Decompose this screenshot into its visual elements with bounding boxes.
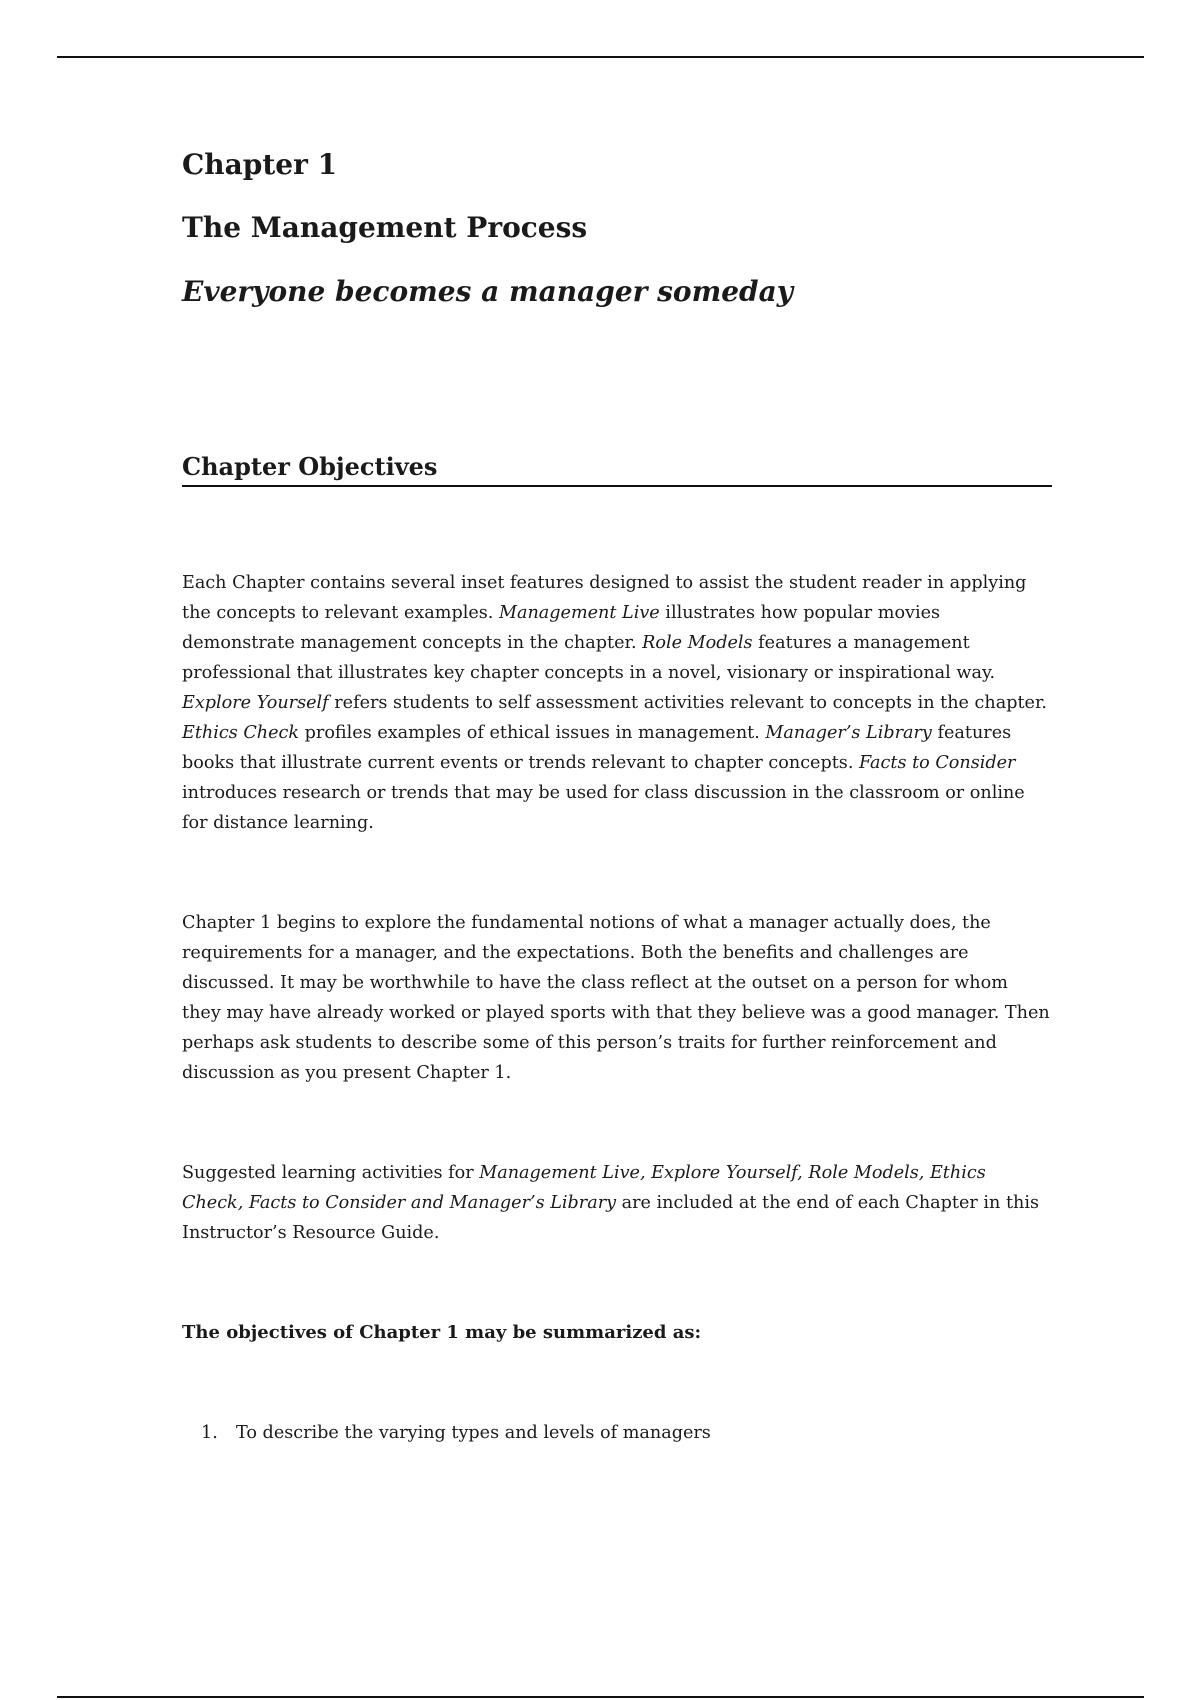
- text-run: refers students to self assessment activities relevant to concepts in the chapter.: [328, 693, 1048, 713]
- paragraph-inset-features: [182, 568, 1052, 838]
- feature-name-italic: Facts to Consider: [859, 753, 1016, 773]
- feature-name-italic: Manager’s Library: [765, 723, 932, 743]
- feature-name-italic: Explore Yourself: [182, 693, 329, 713]
- paragraph-chapter-intro: [182, 908, 1052, 1088]
- text-run: features books that illustrate current events or trends relevant to chapter concepts.: [182, 723, 1012, 773]
- chapter-title: The Management Process: [182, 211, 588, 244]
- text-run: are included at the end of each Chapter in this Instructor’s Resource Guide.: [182, 1193, 1040, 1243]
- text-run: illustrates how popular movies demonstrate management concepts in the chapter.: [182, 603, 941, 653]
- text-run: Suggested learning activities for: [182, 1163, 480, 1183]
- chapter-number: Chapter 1: [182, 148, 338, 181]
- objective-number: 1.: [201, 1423, 218, 1443]
- objectives-lead: The objectives of Chapter 1 may be summarized as:: [182, 1322, 702, 1343]
- feature-name-italic: Ethics Check: [182, 723, 300, 743]
- text-run: Each Chapter contains several inset features designed to assist the student reader in applying the concepts to relevant examples.: [182, 573, 1027, 623]
- section-heading-objectives: [182, 449, 1052, 487]
- feature-name-italic: Management Live, Explore Yourself, Role Models, Ethics Check, Facts to Consider and Manager’s Library: [182, 1163, 986, 1213]
- text-run: features a management professional that illustrates key chapter concepts in a novel, visionary or inspirational way.: [182, 633, 996, 683]
- feature-name-italic: Management Live: [498, 603, 660, 623]
- section-heading-text: Chapter Objectives: [182, 452, 438, 481]
- text-run: Chapter 1 begins to explore the fundamental notions of what a manager actually does, the requirements for a manager, and the expectations. Both the benefits and challenges are discussed. It may be worthwhile to have the class reflect at the outset on a person for whom they may have already worked or played sports with that they believe was a good manager. Then perhaps ask students to describe some of this person’s traits for further reinforcement and discussion as you present Chapter 1.: [182, 913, 1050, 1083]
- paragraph-learning-activities: [182, 1158, 1052, 1248]
- feature-name-italic: Role Models: [642, 633, 753, 653]
- text-run: introduces research or trends that may be used for class discussion in the classroom or online for distance learning.: [182, 783, 1025, 833]
- objective-text: To describe the varying types and levels of managers: [236, 1423, 711, 1443]
- objectives-list: [182, 1418, 711, 1448]
- top-rule: [57, 56, 1144, 58]
- chapter-tagline: Everyone becomes a manager someday: [182, 275, 794, 308]
- objective-item: [182, 1418, 711, 1448]
- bottom-rule: [57, 1696, 1144, 1698]
- text-run: profiles examples of ethical issues in management.: [299, 723, 766, 743]
